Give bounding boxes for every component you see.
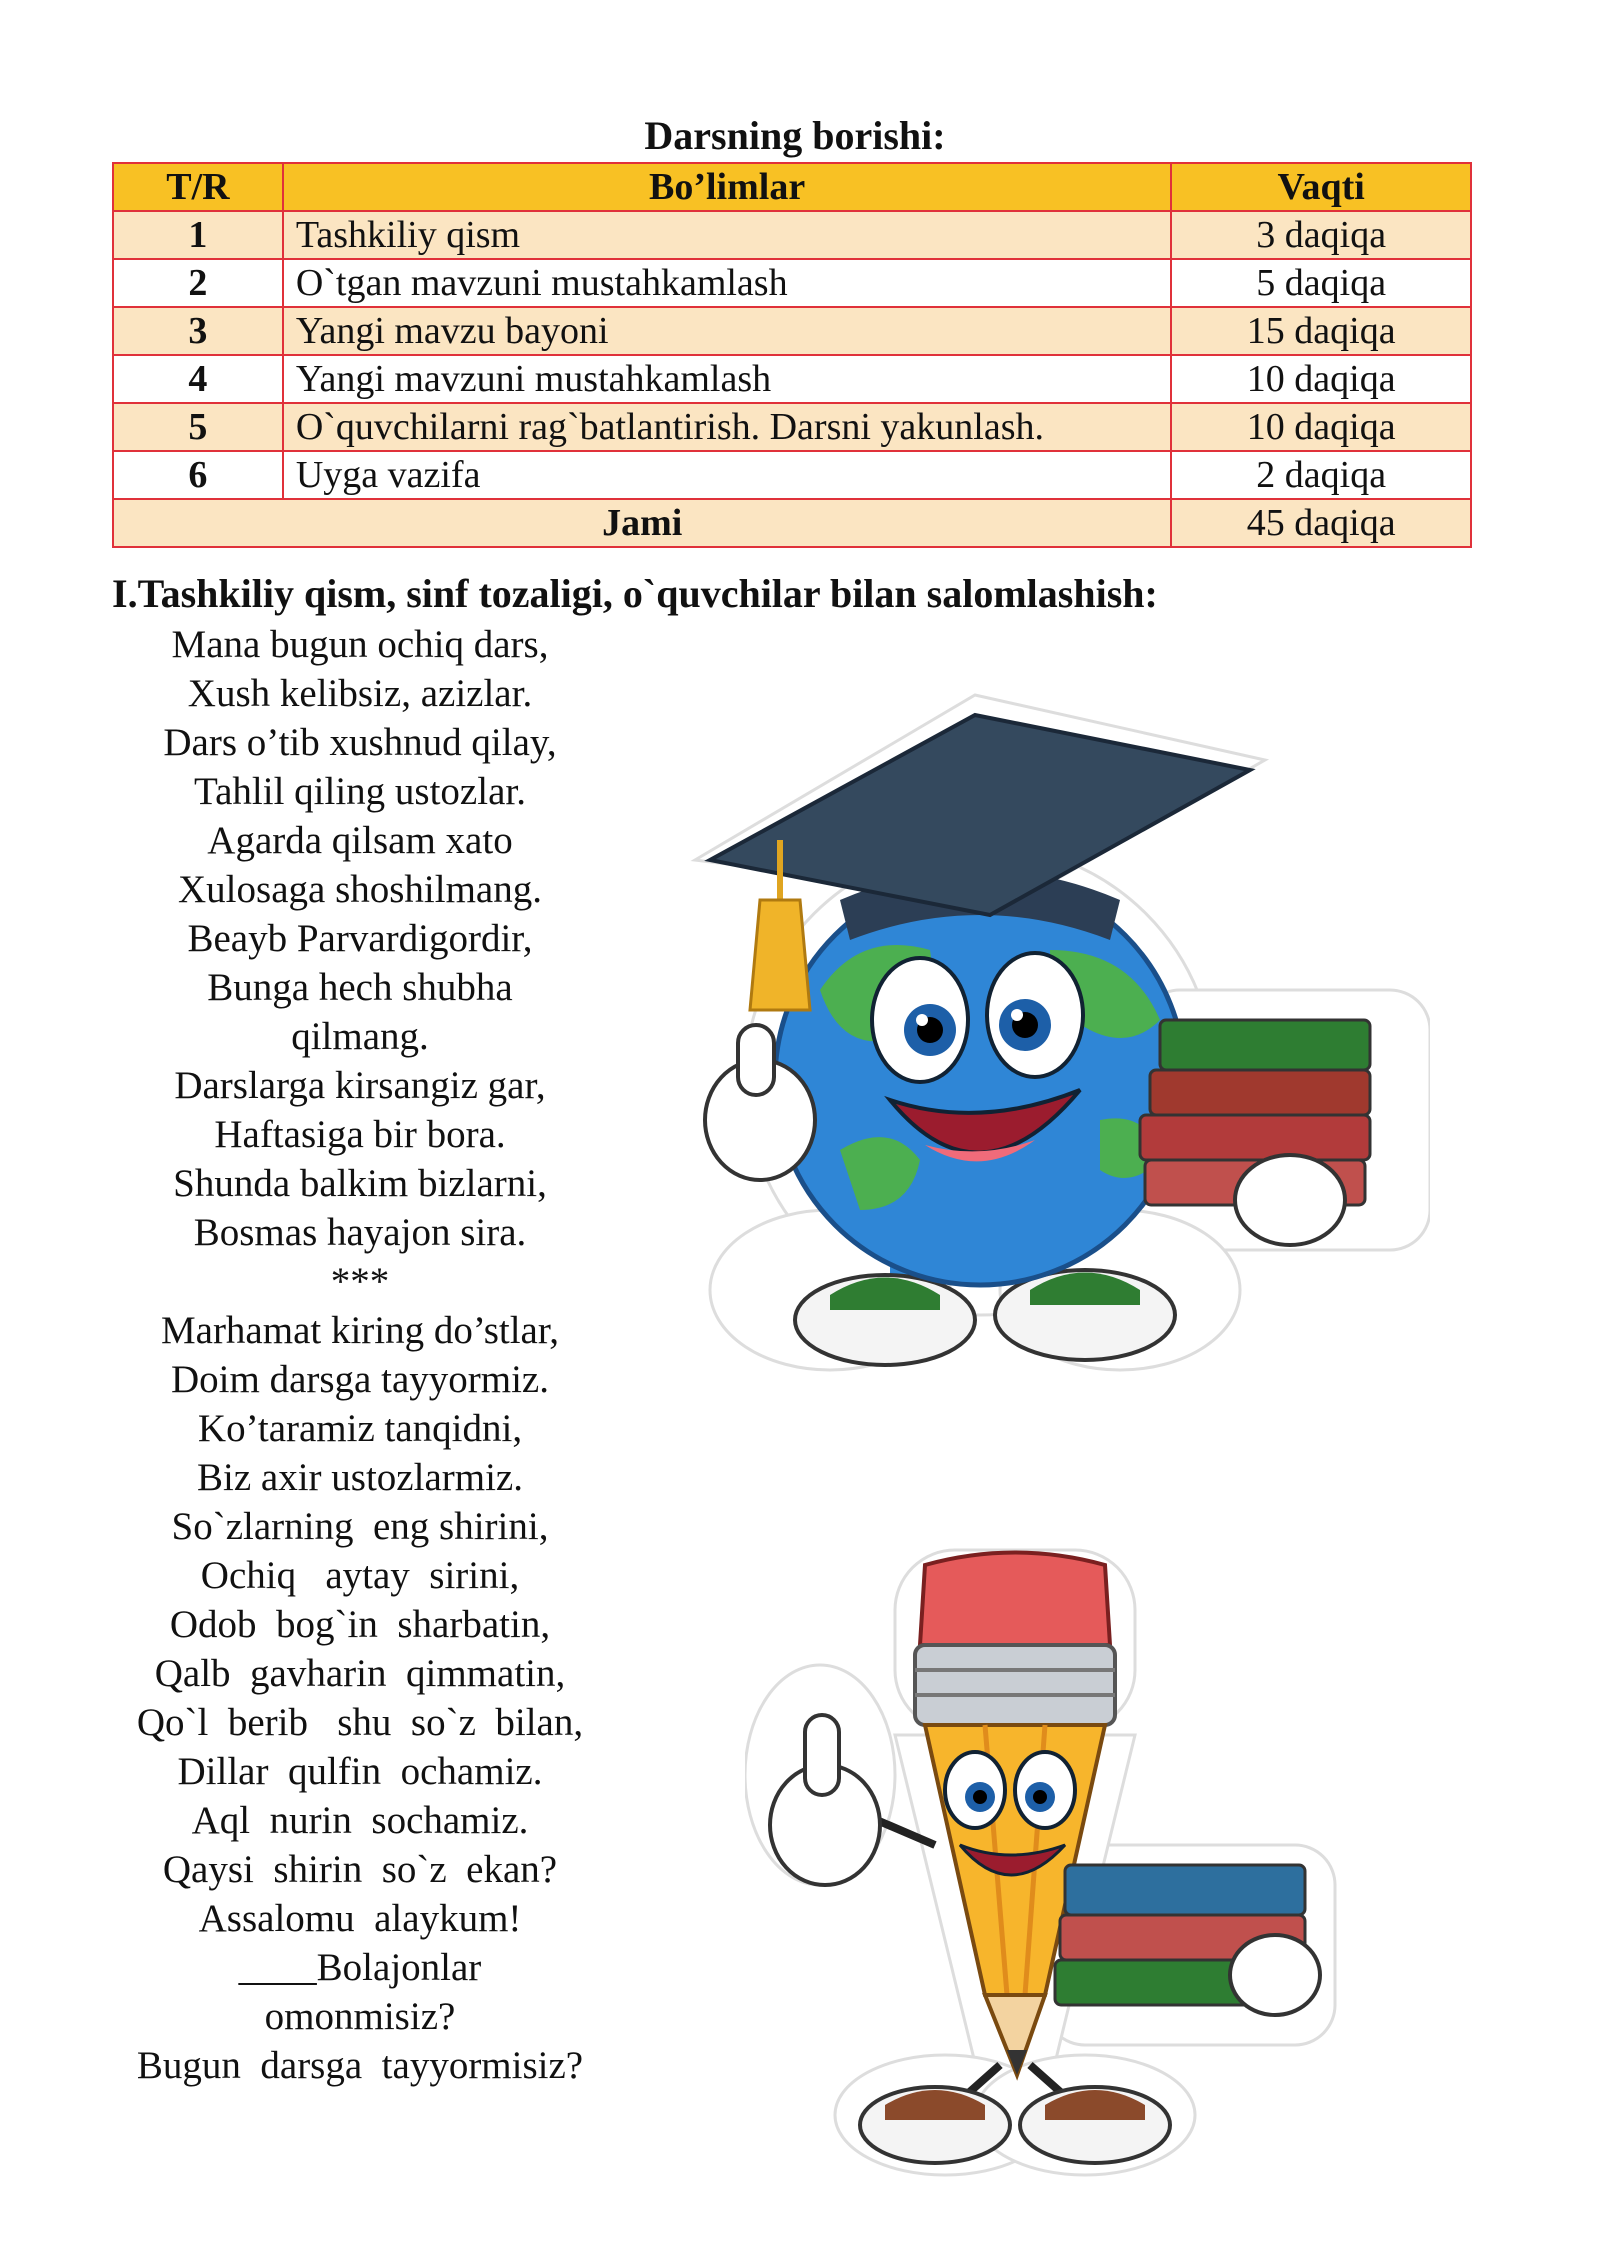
header-time: Vaqti: [1171, 163, 1471, 211]
row-time: 15 daqiqa: [1171, 307, 1471, 355]
row-time: 3 daqiqa: [1171, 211, 1471, 259]
poem-line: Darslarga kirsangiz gar,: [174, 1064, 546, 1107]
row-number: 6: [113, 451, 283, 499]
page-title: Darsning borishi:: [644, 113, 946, 158]
table-row: [113, 403, 1471, 451]
table-total-row: [113, 499, 1471, 547]
poem-line: Tahlil qiling ustozlar.: [194, 770, 526, 813]
row-number: 3: [113, 307, 283, 355]
table-row: [113, 307, 1471, 355]
table-row: [113, 451, 1471, 499]
poem-line: Bugun darsga tayyormisiz?: [136, 2044, 584, 2087]
table-header-row: [113, 163, 1471, 211]
poem-line: Marhamat kiring do’stlar,: [160, 1309, 560, 1352]
poem-line: Qo`l berib shu so`z bilan,: [136, 1701, 584, 1744]
poem-line: Bosmas hayajon sira.: [193, 1211, 527, 1254]
row-section: Uyga vazifa: [283, 451, 1172, 499]
row-section: Tashkiliy qism: [283, 211, 1172, 259]
poem-line: So`zlarning eng shirini,: [171, 1505, 549, 1548]
poem-line: Qaysi shirin so`z ekan?: [162, 1848, 558, 1891]
poem-line: Shunda balkim bizlarni,: [173, 1162, 547, 1205]
poem-line: Agarda qilsam xato: [207, 819, 513, 862]
poem-line: Haftasiga bir bora.: [214, 1113, 506, 1156]
row-section: O`quvchilarni rag`batlantirish. Darsni yakunlash.: [283, 403, 1172, 451]
poem-line: Doim darsga tayyormiz.: [171, 1358, 549, 1401]
pencil-mascot-image: [745, 1545, 1345, 2185]
row-time: 5 daqiqa: [1171, 259, 1471, 307]
row-time: 10 daqiqa: [1171, 355, 1471, 403]
row-section: Yangi mavzuni mustahkamlash: [283, 355, 1172, 403]
globe-mascot-image: [690, 690, 1430, 1430]
row-number: 2: [113, 259, 283, 307]
poem-line: Xulosaga shoshilmang.: [178, 868, 542, 911]
table-row: [113, 259, 1471, 307]
header-sections: Bo’limlar: [283, 163, 1172, 211]
poem-line: Assalomu alaykum!: [198, 1897, 522, 1940]
total-label: Jami: [113, 499, 1171, 547]
poem-line: Odob bog`in sharbatin,: [169, 1603, 551, 1646]
poem-line: Aql nurin sochamiz.: [191, 1799, 529, 1842]
poem-line: omonmisiz?: [264, 1995, 456, 2038]
poem-line: qilmang.: [291, 1015, 429, 1058]
poem-line: Beayb Parvardigordir,: [187, 917, 533, 960]
header-tr: T/R: [113, 163, 283, 211]
poem-line: Xush kelibsiz, azizlar.: [187, 672, 533, 715]
section-heading: I.Tashkiliy qism, sinf tozaligi, o`quvchilar bilan salomlashish:: [112, 571, 1158, 616]
row-number: 4: [113, 355, 283, 403]
row-section: O`tgan mavzuni mustahkamlash: [283, 259, 1172, 307]
row-time: 2 daqiqa: [1171, 451, 1471, 499]
poem: [90, 620, 630, 2090]
poem-separator: ***: [330, 1260, 390, 1303]
poem-line: Biz axir ustozlarmiz.: [197, 1456, 523, 1499]
poem-line: Mana bugun ochiq dars,: [171, 623, 549, 666]
table-row: [113, 355, 1471, 403]
poem-line: ____Bolajonlar: [238, 1946, 482, 1989]
poem-line: Dillar qulfin ochamiz.: [177, 1750, 543, 1793]
row-section: Yangi mavzu bayoni: [283, 307, 1172, 355]
row-number: 1: [113, 211, 283, 259]
row-number: 5: [113, 403, 283, 451]
lesson-plan-table: [112, 162, 1472, 548]
poem-line: Ochiq aytay sirini,: [200, 1554, 520, 1597]
poem-line: Bunga hech shubha: [207, 966, 513, 1009]
poem-line: Dars o’tib xushnud qilay,: [163, 721, 557, 764]
row-time: 10 daqiqa: [1171, 403, 1471, 451]
total-time: 45 daqiqa: [1171, 499, 1471, 547]
poem-line: Ko’taramiz tanqidni,: [197, 1407, 523, 1450]
table-row: [113, 211, 1471, 259]
poem-line: Qalb gavharin qimmatin,: [154, 1652, 566, 1695]
